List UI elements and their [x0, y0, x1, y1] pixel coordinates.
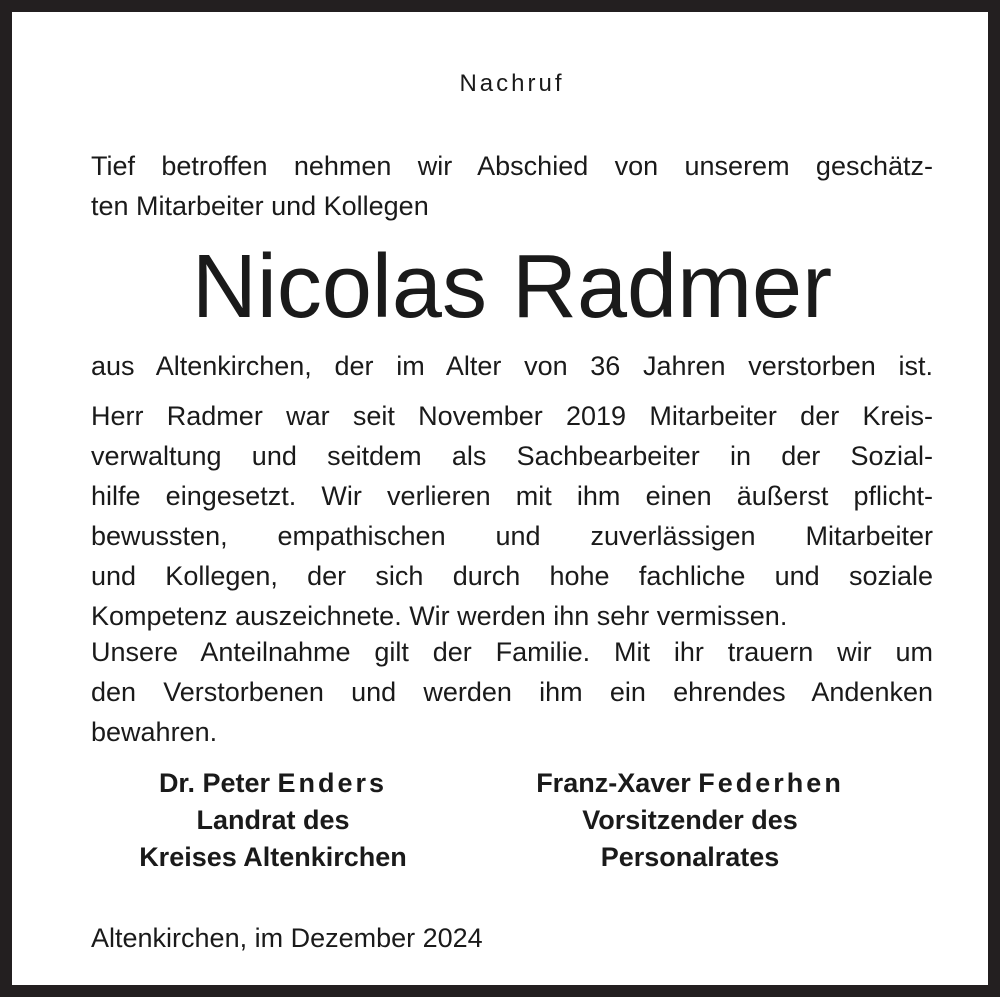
- obituary-heading: Nachruf: [459, 70, 565, 97]
- text-line: ten Mitarbeiter und Kollegen: [91, 191, 429, 221]
- paragraph-origin: [91, 346, 933, 386]
- place-date: Altenkirchen, im Dezember 2024: [91, 923, 483, 953]
- text-line: aus Altenkirchen, der im Alter von 36 Jahren verstorben ist.: [91, 351, 933, 381]
- signatory-right: [480, 765, 900, 876]
- signatory-last-name: Enders: [277, 768, 388, 798]
- signatory-first-name: Dr. Peter: [158, 768, 270, 798]
- text-line: Kompetenz auszeichnete. Wir werden ihn sehr vermissen.: [91, 601, 788, 631]
- signatory-role: Kreises Altenkirchen: [139, 842, 407, 872]
- text-line: hilfe eingesetzt. Wir verlieren mit ihm einen äußerst pflicht-: [91, 481, 933, 511]
- signatory-role: Vorsitzender des: [582, 805, 798, 835]
- signatory-last-name: Federhen: [698, 768, 844, 798]
- text-line: Unsere Anteilnahme gilt der Familie. Mit ihr trauern wir um: [91, 637, 933, 667]
- signatory-first-name: Franz-Xaver: [536, 768, 691, 798]
- text-line: bewahren.: [91, 717, 218, 747]
- signatory-role: Personalrates: [600, 842, 780, 872]
- signatory-left: [63, 765, 483, 876]
- text-line: den Verstorbenen und werden ihm ein ehrendes Andenken: [91, 677, 933, 707]
- paragraph-career: [91, 396, 933, 636]
- text-line: Herr Radmer war seit November 2019 Mitarbeiter der Kreis-: [91, 401, 933, 431]
- intro-text: [91, 146, 933, 226]
- text-line: und Kollegen, der sich durch hohe fachliche und soziale: [91, 561, 933, 591]
- text-line: bewussten, empathischen und zuverlässigen Mitarbeiter: [91, 521, 933, 551]
- paragraph-condolence: [91, 632, 933, 752]
- text-line: Tief betroffen nehmen wir Abschied von unserem geschätz-: [91, 151, 933, 181]
- text-line: verwaltung und seitdem als Sachbearbeiter in der Sozial-: [91, 441, 933, 471]
- deceased-name: Nicolas Radmer: [191, 237, 833, 337]
- signatory-name: [63, 765, 483, 802]
- signatory-name: [480, 765, 900, 802]
- signatory-role: Landrat des: [196, 805, 350, 835]
